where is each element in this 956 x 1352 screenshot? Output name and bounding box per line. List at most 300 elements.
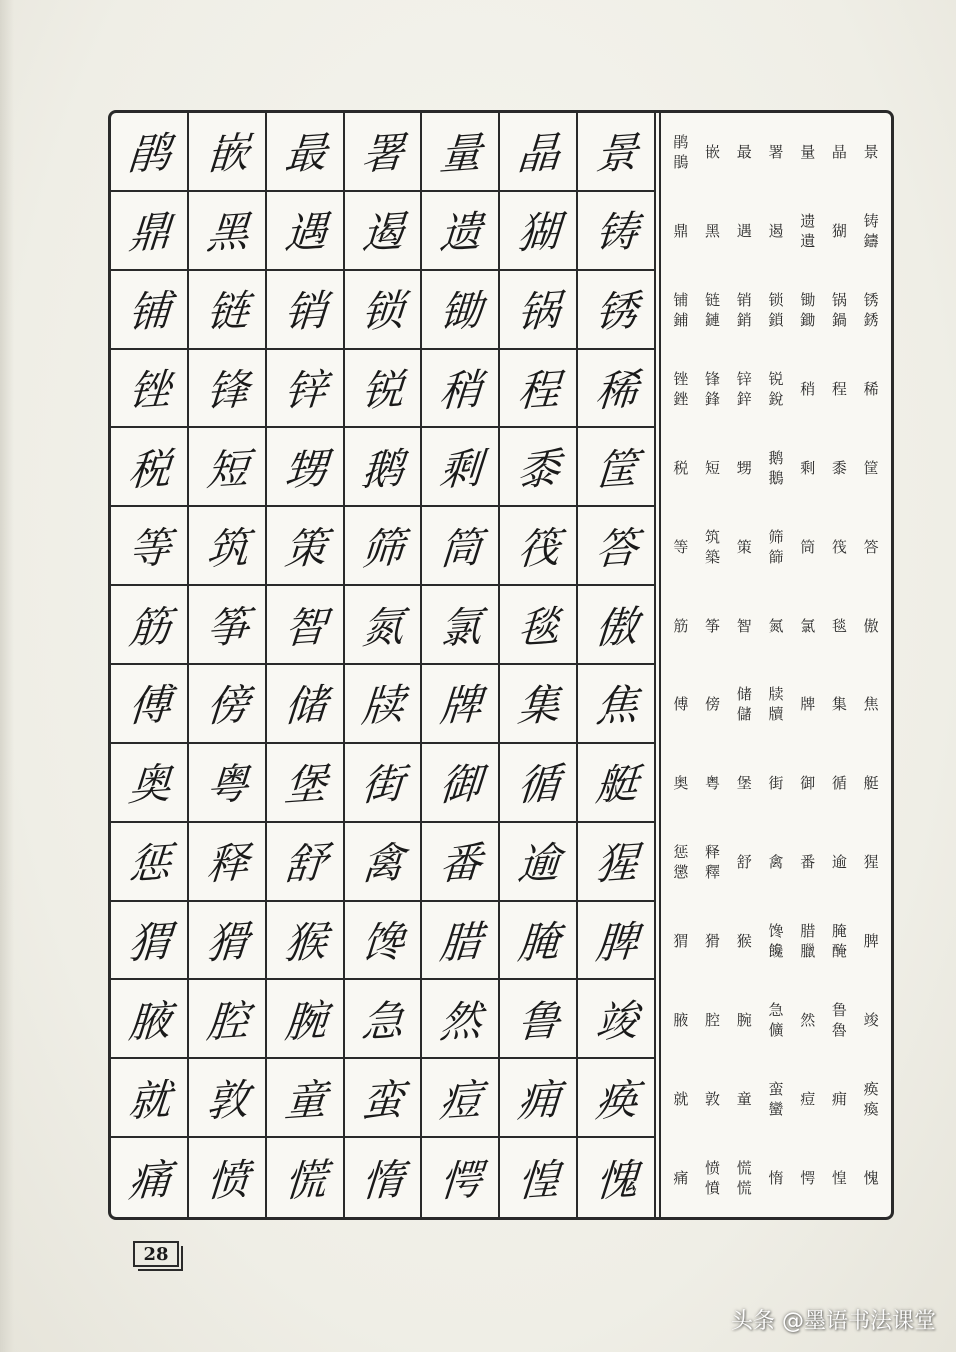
reference-row (661, 428, 891, 507)
reference-character (697, 744, 729, 823)
reference-row (661, 665, 891, 744)
traditional-form: 臘 (800, 941, 816, 960)
simplified-form: 遏 (768, 222, 784, 241)
traditional-form: 銼 (673, 389, 689, 408)
reference-character (824, 1059, 856, 1138)
reference-character (697, 1138, 729, 1217)
reference-character (760, 192, 792, 271)
simplified-form: 遇 (736, 222, 752, 241)
cursive-cell (189, 507, 267, 586)
reference-character (824, 350, 856, 429)
reference-character (792, 665, 824, 744)
cursive-character: 集 (516, 680, 560, 732)
cursive-character: 锌 (282, 364, 327, 417)
cursive-character: 傲 (593, 601, 638, 653)
traditional-form: 鋪 (673, 311, 689, 330)
cursive-character: 童 (282, 1074, 327, 1127)
cursive-cell (267, 350, 345, 429)
traditional-form: 憤 (705, 1178, 721, 1197)
cursive-cell (267, 1059, 345, 1138)
cursive-character: 猩 (593, 837, 638, 890)
traditional-form: 銳 (768, 389, 784, 408)
simplified-form: 筝 (705, 616, 721, 635)
reference-row (661, 271, 891, 350)
simplified-form: 等 (673, 537, 689, 556)
cursive-character: 鼎 (126, 206, 171, 259)
reference-character (728, 744, 760, 823)
reference-character (824, 980, 856, 1059)
simplified-form: 遗 (800, 212, 816, 231)
simplified-form: 痛 (673, 1168, 689, 1187)
reference-character (855, 902, 887, 981)
simplified-form: 筑 (705, 527, 721, 546)
cursive-character: 牌 (438, 680, 483, 732)
cursive-cell (578, 350, 656, 429)
cursive-cell (578, 271, 656, 350)
reference-row (661, 113, 891, 192)
simplified-form: 循 (831, 774, 847, 793)
reference-character (665, 192, 697, 271)
reference-character (728, 192, 760, 271)
traditional-form: 醃 (831, 941, 847, 960)
reference-character (792, 744, 824, 823)
practice-frame (108, 110, 894, 1220)
cursive-cell (345, 507, 423, 586)
cursive-character: 猢 (516, 206, 560, 259)
cursive-cell (267, 665, 345, 744)
reference-character (728, 507, 760, 586)
cursive-character: 蛮 (360, 1074, 405, 1127)
cursive-character: 艇 (593, 758, 638, 811)
reference-character (824, 586, 856, 665)
cursive-character: 锉 (126, 364, 171, 417)
cursive-cell (422, 1059, 500, 1138)
traditional-form: 鑄 (863, 232, 879, 251)
reference-character (792, 1138, 824, 1217)
simplified-form: 景 (863, 143, 879, 162)
cursive-cell (189, 902, 267, 981)
simplified-form: 牌 (800, 695, 816, 714)
traditional-form: 慌 (736, 1178, 752, 1197)
reference-character (697, 1059, 729, 1138)
reference-character (760, 350, 792, 429)
reference-character (824, 902, 856, 981)
simplified-form: 程 (831, 379, 847, 398)
reference-character (665, 1138, 697, 1217)
traditional-form: 鵝 (768, 468, 784, 487)
cursive-character: 傍 (204, 680, 249, 732)
cursive-cell (345, 586, 423, 665)
cursive-character: 腌 (516, 916, 560, 969)
cursive-character: 脾 (593, 916, 638, 969)
reference-character (665, 271, 697, 350)
traditional-form: 築 (705, 547, 721, 566)
simplified-form: 愤 (705, 1158, 721, 1177)
cursive-character: 锄 (438, 285, 483, 338)
simplified-form: 猴 (736, 931, 752, 950)
cursive-character: 痪 (593, 1074, 638, 1127)
cursive-character: 量 (438, 128, 483, 180)
traditional-form: 瘓 (863, 1099, 879, 1118)
reference-character (697, 428, 729, 507)
simplified-form: 愕 (800, 1168, 816, 1187)
reference-character (760, 113, 792, 192)
cursive-character: 筏 (516, 522, 560, 575)
cursive-character: 奥 (126, 758, 171, 811)
reference-row (661, 823, 891, 902)
cursive-character: 筝 (204, 601, 249, 653)
reference-character (665, 744, 697, 823)
reference-character (665, 1059, 697, 1138)
simplified-form: 猢 (831, 222, 847, 241)
cursive-cell (500, 1059, 578, 1138)
cursive-cell (422, 902, 500, 981)
traditional-form: 鋅 (736, 389, 752, 408)
cursive-character: 堡 (282, 758, 327, 811)
cursive-cell (500, 665, 578, 744)
cursive-character: 猬 (126, 916, 171, 969)
cursive-character: 街 (360, 758, 405, 811)
cursive-cell (422, 507, 500, 586)
cursive-character: 甥 (282, 443, 327, 496)
reference-character (760, 744, 792, 823)
cursive-cell (111, 823, 189, 902)
binding-shadow (0, 0, 14, 1352)
traditional-form: 蠻 (768, 1099, 784, 1118)
cursive-character: 筋 (126, 601, 171, 653)
traditional-form: 篩 (768, 547, 784, 566)
simplified-form: 脾 (863, 931, 879, 950)
traditional-form: 鎖 (768, 311, 784, 330)
reference-character (728, 586, 760, 665)
reference-character (728, 350, 760, 429)
reference-character (697, 192, 729, 271)
cursive-character: 痈 (516, 1074, 560, 1127)
cursive-cell (111, 428, 189, 507)
cursive-character: 税 (126, 443, 171, 496)
cursive-character: 遇 (282, 206, 327, 259)
cursive-character: 鹃 (126, 128, 171, 180)
reference-character (760, 271, 792, 350)
cursive-character: 锁 (360, 285, 405, 338)
cursive-cell (267, 428, 345, 507)
simplified-form: 甥 (736, 458, 752, 477)
simplified-form: 筛 (768, 527, 784, 546)
simplified-form: 慌 (736, 1158, 752, 1177)
simplified-form: 就 (673, 1089, 689, 1108)
reference-character (697, 113, 729, 192)
simplified-form: 奥 (673, 774, 689, 793)
cursive-character: 逾 (516, 837, 560, 890)
reference-character (824, 1138, 856, 1217)
cursive-character: 景 (593, 128, 638, 180)
cursive-cell (111, 980, 189, 1059)
simplified-form: 惶 (831, 1168, 847, 1187)
simplified-form: 惩 (673, 843, 689, 862)
cursive-cell (422, 1138, 500, 1217)
reference-character (728, 271, 760, 350)
cursive-cell (422, 192, 500, 271)
cursive-cell (422, 823, 500, 902)
reference-row (661, 192, 891, 271)
reference-character (855, 192, 887, 271)
simplified-form: 智 (736, 616, 752, 635)
cursive-cell (189, 350, 267, 429)
cursive-cell (422, 980, 500, 1059)
simplified-form: 腋 (673, 1010, 689, 1029)
simplified-form: 链 (705, 291, 721, 310)
cursive-cell (578, 902, 656, 981)
cursive-character: 氮 (360, 601, 405, 653)
simplified-form: 愧 (863, 1168, 879, 1187)
reference-character (697, 665, 729, 744)
cursive-character: 智 (282, 601, 327, 653)
cursive-cell (578, 1138, 656, 1217)
simplified-form: 番 (800, 853, 816, 872)
cursive-cell (111, 586, 189, 665)
cursive-cell (189, 113, 267, 192)
simplified-form: 筐 (863, 458, 879, 477)
simplified-form: 腕 (736, 1010, 752, 1029)
cursive-character: 筒 (438, 522, 483, 575)
simplified-form: 焦 (863, 695, 879, 714)
cursive-cell (111, 113, 189, 192)
simplified-form: 锅 (831, 291, 847, 310)
reference-character (697, 823, 729, 902)
cursive-character: 稍 (438, 364, 483, 417)
reference-character (665, 113, 697, 192)
cursive-cell (345, 902, 423, 981)
reference-character (855, 350, 887, 429)
reference-character (855, 1138, 887, 1217)
cursive-character: 禽 (360, 837, 405, 890)
reference-character (665, 980, 697, 1059)
simplified-form: 急 (768, 1000, 784, 1019)
reference-character (792, 902, 824, 981)
simplified-form: 馋 (768, 921, 784, 940)
cursive-character: 腋 (126, 995, 171, 1048)
reference-character (792, 980, 824, 1059)
cursive-cell (189, 1138, 267, 1217)
cursive-cell (189, 665, 267, 744)
cursive-cell (111, 1059, 189, 1138)
cursive-character: 短 (204, 443, 249, 496)
simplified-form: 释 (705, 843, 721, 862)
cursive-character: 筐 (593, 443, 638, 496)
cursive-character: 腕 (282, 995, 327, 1048)
cursive-cell (500, 586, 578, 665)
reference-character (855, 744, 887, 823)
reference-character (824, 192, 856, 271)
cursive-cell (500, 271, 578, 350)
cursive-character: 稀 (593, 364, 638, 417)
cursive-cell (189, 823, 267, 902)
traditional-form: 鵑 (673, 153, 689, 172)
simplified-form: 氯 (800, 616, 816, 635)
reference-character (760, 902, 792, 981)
simplified-form: 稀 (863, 379, 879, 398)
cursive-character: 竣 (593, 995, 638, 1048)
simplified-form: 锐 (768, 369, 784, 388)
simplified-form: 量 (800, 143, 816, 162)
reference-row (661, 507, 891, 586)
reference-character (697, 902, 729, 981)
reference-character (728, 823, 760, 902)
cursive-cell (578, 428, 656, 507)
simplified-form: 御 (800, 774, 816, 793)
reference-character (728, 665, 760, 744)
cursive-character: 遗 (438, 206, 483, 259)
reference-character (697, 507, 729, 586)
cursive-cell (500, 744, 578, 823)
reference-character (760, 665, 792, 744)
cursive-cell (345, 665, 423, 744)
reference-character (728, 902, 760, 981)
cursive-cell (422, 586, 500, 665)
traditional-form: 鋒 (705, 389, 721, 408)
simplified-form: 鹅 (768, 448, 784, 467)
cursive-character: 署 (360, 128, 405, 180)
reference-character (697, 350, 729, 429)
simplified-form: 舒 (736, 853, 752, 872)
simplified-form: 短 (705, 458, 721, 477)
reference-character (760, 1059, 792, 1138)
reference-character (665, 350, 697, 429)
cursive-cell (189, 586, 267, 665)
cursive-cell (422, 428, 500, 507)
traditional-form: 遺 (800, 232, 816, 251)
cursive-character: 鲁 (516, 995, 560, 1048)
cursive-character: 遏 (360, 206, 405, 259)
traditional-form: 鍋 (831, 311, 847, 330)
reference-character (824, 665, 856, 744)
cursive-cell (267, 586, 345, 665)
simplified-form: 牍 (768, 685, 784, 704)
cursive-character: 痘 (438, 1074, 483, 1127)
reference-row (661, 586, 891, 665)
cursive-character: 筛 (360, 522, 405, 575)
cursive-character: 锋 (204, 364, 249, 417)
simplified-form: 艇 (863, 774, 879, 793)
simplified-form: 鹃 (673, 133, 689, 152)
cursive-character: 番 (438, 837, 483, 890)
cursive-cell (345, 1138, 423, 1217)
cursive-cell (345, 980, 423, 1059)
cursive-character: 链 (204, 285, 249, 338)
reference-character (824, 428, 856, 507)
simplified-form: 销 (736, 291, 752, 310)
cursive-cell (111, 507, 189, 586)
simplified-form: 痘 (800, 1089, 816, 1108)
reference-character (665, 902, 697, 981)
reference-row (661, 350, 891, 429)
cursive-character: 筑 (204, 522, 249, 575)
cursive-character: 储 (282, 680, 327, 732)
cursive-cell (267, 902, 345, 981)
reference-character-panel (659, 113, 891, 1217)
cursive-cell (345, 428, 423, 507)
cursive-character: 毯 (516, 601, 560, 653)
reference-character (824, 113, 856, 192)
simplified-form: 逾 (831, 853, 847, 872)
simplified-form: 禽 (768, 853, 784, 872)
simplified-form: 答 (863, 537, 879, 556)
simplified-form: 敦 (705, 1089, 721, 1108)
reference-character (824, 507, 856, 586)
cursive-cell (111, 350, 189, 429)
simplified-form: 晶 (831, 143, 847, 162)
cursive-character: 愕 (438, 1154, 483, 1206)
cursive-cell (578, 113, 656, 192)
reference-character (665, 586, 697, 665)
reference-row (661, 1138, 891, 1217)
cursive-character: 就 (126, 1074, 171, 1127)
cursive-character: 腊 (438, 916, 483, 969)
cursive-character: 氯 (438, 601, 483, 653)
cursive-character: 愤 (204, 1154, 249, 1206)
cursive-character: 舒 (282, 837, 327, 890)
reference-character (855, 665, 887, 744)
reference-character (697, 980, 729, 1059)
cursive-character: 鹅 (360, 443, 405, 496)
reference-character (792, 1059, 824, 1138)
simplified-form: 锌 (736, 369, 752, 388)
reference-character (728, 980, 760, 1059)
simplified-form: 傍 (705, 695, 721, 714)
cursive-cell (267, 980, 345, 1059)
simplified-form: 税 (673, 458, 689, 477)
cursive-cell (422, 113, 500, 192)
reference-character (792, 271, 824, 350)
traditional-form: 儲 (736, 705, 752, 724)
simplified-form: 锋 (705, 369, 721, 388)
reference-character (697, 271, 729, 350)
simplified-form: 剩 (800, 458, 816, 477)
simplified-form: 筏 (831, 537, 847, 556)
reference-character (824, 744, 856, 823)
cursive-cell (422, 744, 500, 823)
cursive-cell (111, 271, 189, 350)
cursive-character: 敦 (204, 1074, 249, 1127)
simplified-form: 筋 (673, 616, 689, 635)
reference-character (760, 980, 792, 1059)
cursive-cell (500, 823, 578, 902)
simplified-form: 童 (736, 1089, 752, 1108)
reference-character (792, 192, 824, 271)
cursive-cell (267, 271, 345, 350)
cursive-character: 铺 (126, 285, 171, 338)
simplified-form: 集 (831, 695, 847, 714)
cursive-cell (189, 271, 267, 350)
cursive-character: 策 (282, 522, 327, 575)
reference-character (728, 1138, 760, 1217)
cursive-character: 馋 (360, 916, 405, 969)
simplified-form: 猩 (863, 853, 879, 872)
cursive-cell (111, 1138, 189, 1217)
cursive-character: 答 (593, 522, 638, 575)
simplified-form: 锁 (768, 291, 784, 310)
cursive-cell (500, 980, 578, 1059)
reference-character (760, 507, 792, 586)
traditional-form: 魯 (831, 1020, 847, 1039)
simplified-form: 黍 (831, 458, 847, 477)
reference-character (792, 113, 824, 192)
cursive-character: 黍 (516, 443, 560, 496)
cursive-character: 慌 (282, 1154, 327, 1206)
cursive-character: 剩 (438, 443, 483, 496)
reference-character (697, 586, 729, 665)
reference-character (665, 507, 697, 586)
